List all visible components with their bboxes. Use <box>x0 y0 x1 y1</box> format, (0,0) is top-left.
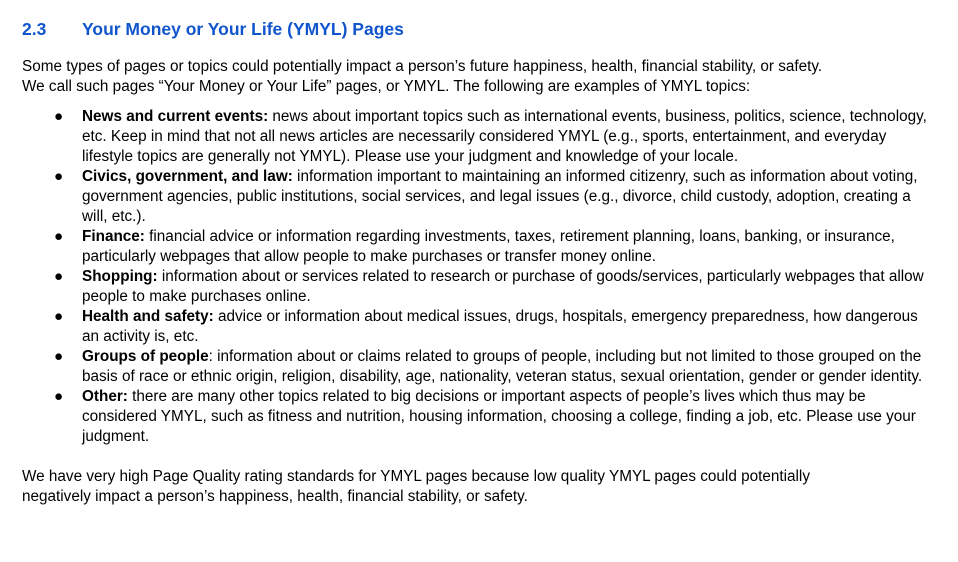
closing-paragraph <box>22 467 932 507</box>
list-item-text: information about or services related to research or purchase of goods/services, particularly webpages that allow people to make purchases online. <box>82 268 924 305</box>
list-item-text: information important to maintaining an informed citizenry, such as information about voting, government agencies, public institutions, social services, and legal issues (e.g., divorce, child custody, adoption, creating a will, etc.). <box>82 168 918 225</box>
closing-line-1: We have very high Page Quality rating standards for YMYL pages because low quality YMYL pages could potentially <box>22 468 810 485</box>
section-title: Your Money or Your Life (YMYL) Pages <box>82 19 404 39</box>
list-item-term: Civics, government, and law: <box>82 168 293 185</box>
list-item-text: financial advice or information regarding investments, taxes, retirement planning, loans, banking, or insurance, particularly webpages that allow people to make purchases or transfer money online. <box>82 228 895 265</box>
closing-line-2: negatively impact a person’s happiness, health, financial stability, or safety. <box>22 488 528 505</box>
bullet-icon: ● <box>54 268 64 285</box>
list-item-term: Groups of people <box>82 348 209 365</box>
section-number: 2.3 <box>22 19 47 39</box>
list-item-other <box>22 387 932 447</box>
bullet-icon: ● <box>54 228 64 245</box>
list-item-text: advice or information about medical issues, drugs, hospitals, emergency preparedness, how dangerous an activity is, etc. <box>82 308 918 345</box>
list-item-term: Health and safety: <box>82 308 214 325</box>
bullet-icon: ● <box>54 168 64 185</box>
list-item-text: news about important topics such as international events, business, politics, science, technology, etc. Keep in mind that not all news articles are necessarily considered YMYL (e.g., sports, entertainment, and everyday lifestyle topics are generally not YMYL). Please use your judgment and knowledge of your locale. <box>82 108 927 165</box>
list-item-shopping <box>22 267 932 307</box>
list-item-term: Shopping: <box>82 268 158 285</box>
list-item-health <box>22 307 932 347</box>
intro-line-1: Some types of pages or topics could potentially impact a person’s future happiness, health, financial stability, or safety. <box>22 58 823 75</box>
list-item-text: : information about or claims related to groups of people, including but not limited to those grouped on the basis of race or ethnic origin, religion, disability, age, nationality, veteran status, sexual orientation, gender or gender identity. <box>82 348 923 385</box>
list-item-news <box>22 107 932 167</box>
intro-line-2: We call such pages “Your Money or Your Life” pages, or YMYL. The following are examples of YMYL topics: <box>22 78 751 95</box>
list-item-term: Other: <box>82 388 128 405</box>
list-item-term: Finance: <box>82 228 145 245</box>
bullet-icon: ● <box>54 308 64 325</box>
document-page <box>22 18 932 507</box>
list-item-civics <box>22 167 932 227</box>
list-item-groups <box>22 347 932 387</box>
ymyl-topic-list <box>22 107 932 447</box>
list-item-text: there are many other topics related to big decisions or important aspects of people’s lives which thus may be considered YMYL, such as fitness and nutrition, housing information, choosing a college, finding a job, etc. Please use your judgment. <box>82 388 916 445</box>
bullet-icon: ● <box>54 348 64 365</box>
list-item-finance <box>22 227 932 267</box>
section-heading <box>22 18 932 40</box>
bullet-icon: ● <box>54 108 64 125</box>
intro-paragraph <box>22 57 932 97</box>
list-item-term: News and current events: <box>82 108 269 125</box>
bullet-icon: ● <box>54 388 64 405</box>
